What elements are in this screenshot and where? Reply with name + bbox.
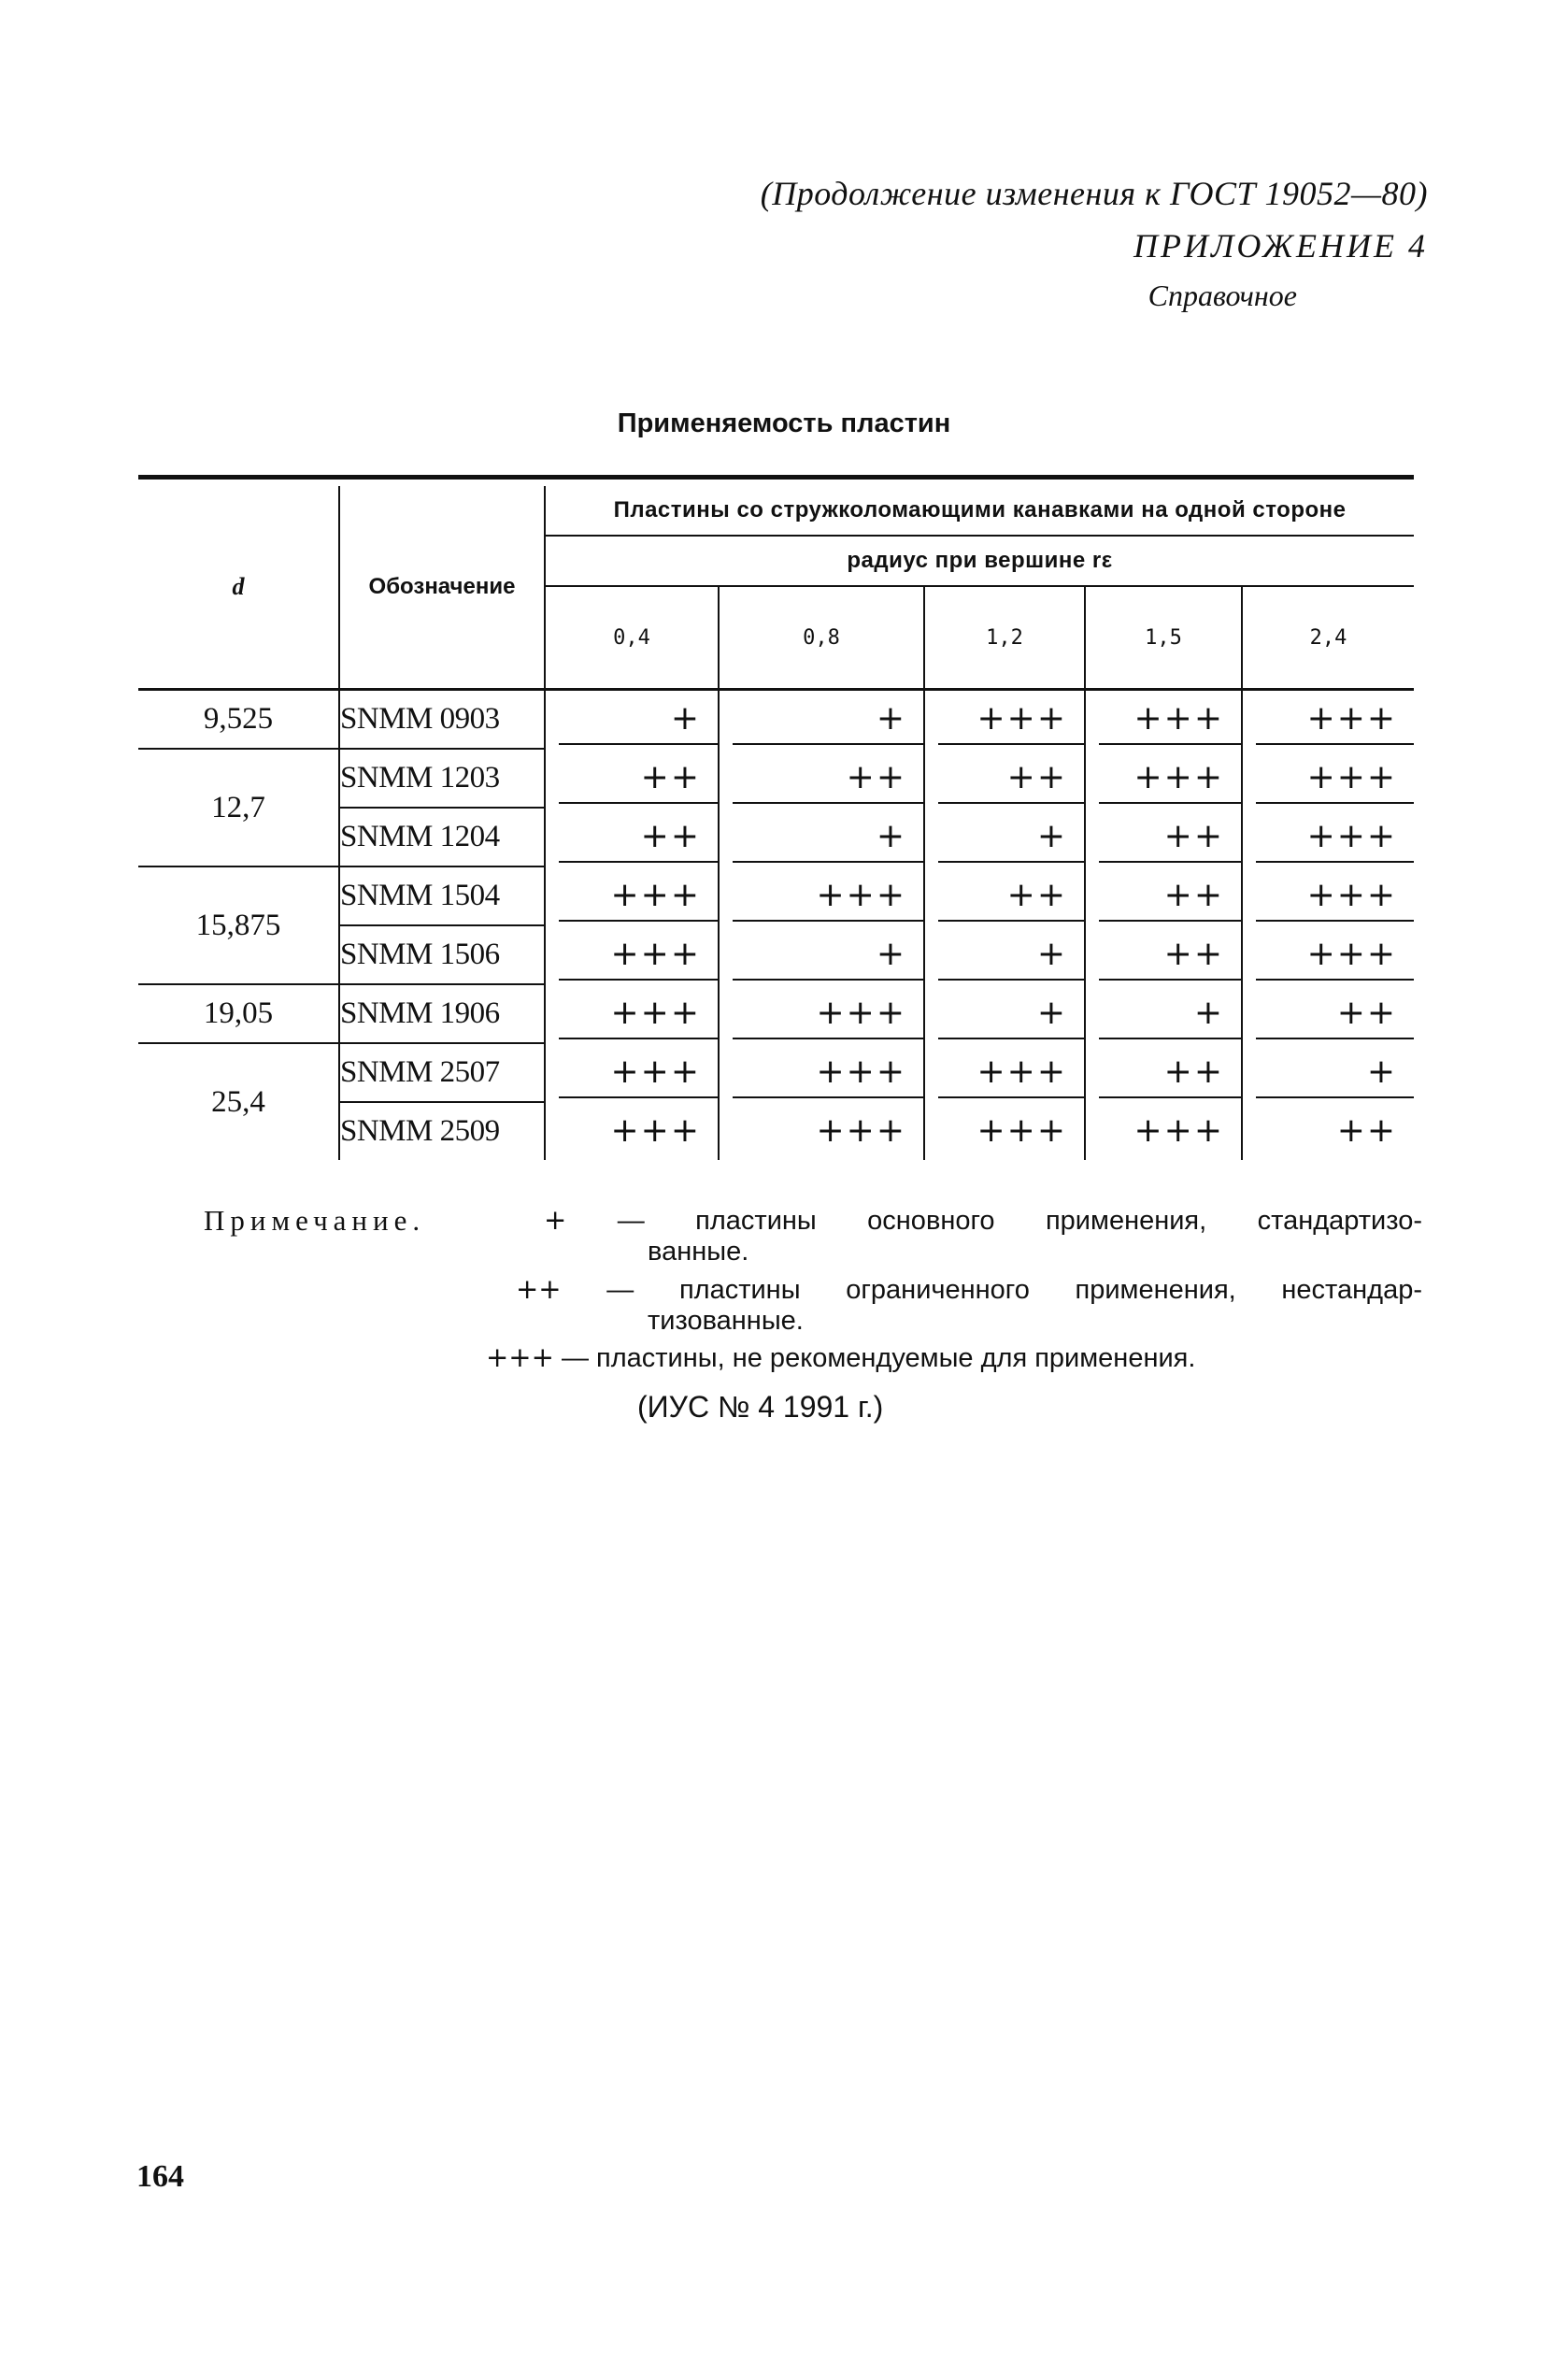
table-row [138,866,1414,925]
mark-cell [545,690,719,750]
mark-value: +++ [816,1111,906,1150]
radius-header: 0,4 [545,586,719,690]
mark-value: +++ [559,871,718,922]
designation-cell: SNMM 1906 [339,984,545,1043]
mark-value: +++ [1256,695,1414,745]
mark-cell [924,690,1085,750]
mark-value: + [1099,989,1241,1039]
mark-value: ++ [1336,1111,1398,1150]
mark-cell [545,925,719,984]
mark-value: + [938,930,1084,981]
mark-cell [1242,866,1414,925]
mark-value: +++ [733,871,923,922]
mark-value: +++ [1256,812,1414,863]
mark-value: ++ [559,812,718,863]
mark-cell [719,984,924,1043]
table-row [138,749,1414,808]
mark-value: +++ [733,989,923,1039]
mark-cell [1242,1043,1414,1102]
note-text-2b: тизованные. [648,1306,804,1336]
mark-cell [1085,984,1242,1043]
note-line-2 [516,1273,1422,1306]
note-symbol-2: ++ [516,1273,562,1305]
designation-cell: SNMM 2509 [339,1102,545,1160]
mark-cell [924,1102,1085,1160]
mark-cell [1085,808,1242,866]
mark-value: ++ [1099,871,1241,922]
d-value: 15,875 [138,866,339,984]
d-value: 19,05 [138,984,339,1043]
mark-value: +++ [1099,695,1241,745]
mark-cell [1085,1102,1242,1160]
mark-cell [545,749,719,808]
d-value: 9,525 [138,690,339,750]
mark-value: ++ [1099,930,1241,981]
designation-cell: SNMM 2507 [339,1043,545,1102]
radius-header: 1,2 [924,586,1085,690]
mark-value: +++ [1256,871,1414,922]
mark-cell [719,925,924,984]
radius-header: 1,5 [1085,586,1242,690]
designation-cell: SNMM 1504 [339,866,545,925]
mark-value: + [938,989,1084,1039]
mark-value: ++ [1099,812,1241,863]
note-symbol-3: +++ [486,1341,554,1373]
mark-cell [1242,1102,1414,1160]
mark-cell [545,1043,719,1102]
mark-value: + [559,695,718,745]
mark-value: + [1256,1048,1414,1098]
mark-cell [924,749,1085,808]
mark-cell [1085,690,1242,750]
mark-cell [719,749,924,808]
mark-cell [1085,749,1242,808]
mark-value: + [733,812,923,863]
mark-value: +++ [610,1111,701,1150]
note-text-1a: — пластины основного применения, стандартизо- [617,1206,1422,1236]
mark-cell [1085,1043,1242,1102]
mark-cell [1085,866,1242,925]
mark-value: ++ [938,871,1084,922]
mark-cell [719,1043,924,1102]
designation-cell: SNMM 0903 [339,690,545,750]
header-reference: Справочное [1147,279,1297,312]
mark-cell [924,808,1085,866]
mark-cell [545,866,719,925]
table-row [138,690,1414,750]
sub-header-radius: радиус при вершине rε [545,536,1414,586]
mark-value: ++ [1099,1048,1241,1098]
mark-cell [1242,690,1414,750]
column-header-d: d [138,486,339,690]
mark-cell [1242,925,1414,984]
mark-cell [719,866,924,925]
radius-header: 2,4 [1242,586,1414,690]
mark-value: + [938,812,1084,863]
mark-cell [924,1043,1085,1102]
mark-cell [719,1102,924,1160]
mark-value: +++ [733,1048,923,1098]
mark-value: +++ [938,695,1084,745]
mark-value: +++ [938,1048,1084,1098]
d-value: 25,4 [211,1084,265,1119]
note-text-3: — пластины, не рекомендуемые для применения. [561,1343,1196,1373]
mark-cell [1242,749,1414,808]
mark-cell [545,1102,719,1160]
radius-header: 0,8 [719,586,924,690]
mark-cell [719,808,924,866]
note-label: Примечание. [204,1204,426,1237]
mark-value: +++ [976,1111,1067,1150]
header-continuation: (Продолжение изменения к ГОСТ 19052—80) [760,175,1428,212]
mark-value: +++ [1256,753,1414,804]
source-reference: (ИУС № 4 1991 г.) [637,1390,884,1424]
header-appendix: ПРИЛОЖЕНИЕ 4 [1133,227,1428,265]
mark-cell [719,690,924,750]
mark-cell [545,984,719,1043]
table-title: Применяемость пластин [617,408,951,438]
mark-value: +++ [1099,753,1241,804]
table-row [138,984,1414,1043]
mark-value: ++ [1256,989,1414,1039]
mark-value: ++ [559,753,718,804]
mark-value: ++ [733,753,923,804]
note-line-3 [486,1341,1195,1374]
page-number: 164 [136,2159,184,2194]
mark-cell [1242,808,1414,866]
designation-cell: SNMM 1203 [339,749,545,808]
mark-cell [924,925,1085,984]
mark-cell [545,808,719,866]
group-header: Пластины со стружколомающими канавками на одной стороне [545,486,1414,536]
designation-cell: SNMM 1204 [339,808,545,866]
mark-value: +++ [559,930,718,981]
mark-value: +++ [559,989,718,1039]
table-row [138,1043,1414,1102]
mark-cell [924,984,1085,1043]
mark-value: ++ [938,753,1084,804]
mark-cell [924,866,1085,925]
inserts-table [138,486,1414,1160]
note-symbol-1: + [544,1204,567,1236]
d-value: 12,7 [138,749,339,866]
column-header-designation: Обозначение [339,486,545,690]
mark-value: +++ [1133,1111,1224,1150]
note-text-1b: ванные. [648,1237,749,1267]
designation-cell: SNMM 1506 [339,925,545,984]
mark-cell [1085,925,1242,984]
mark-value: + [733,695,923,745]
mark-value: +++ [1256,930,1414,981]
note-line-1 [544,1204,1422,1237]
table-top-rule [138,475,1414,480]
mark-value: + [733,930,923,981]
mark-cell [1242,984,1414,1043]
mark-value: +++ [559,1048,718,1098]
note-text-2a: — пластины ограниченного применения, нестандар- [606,1275,1422,1305]
